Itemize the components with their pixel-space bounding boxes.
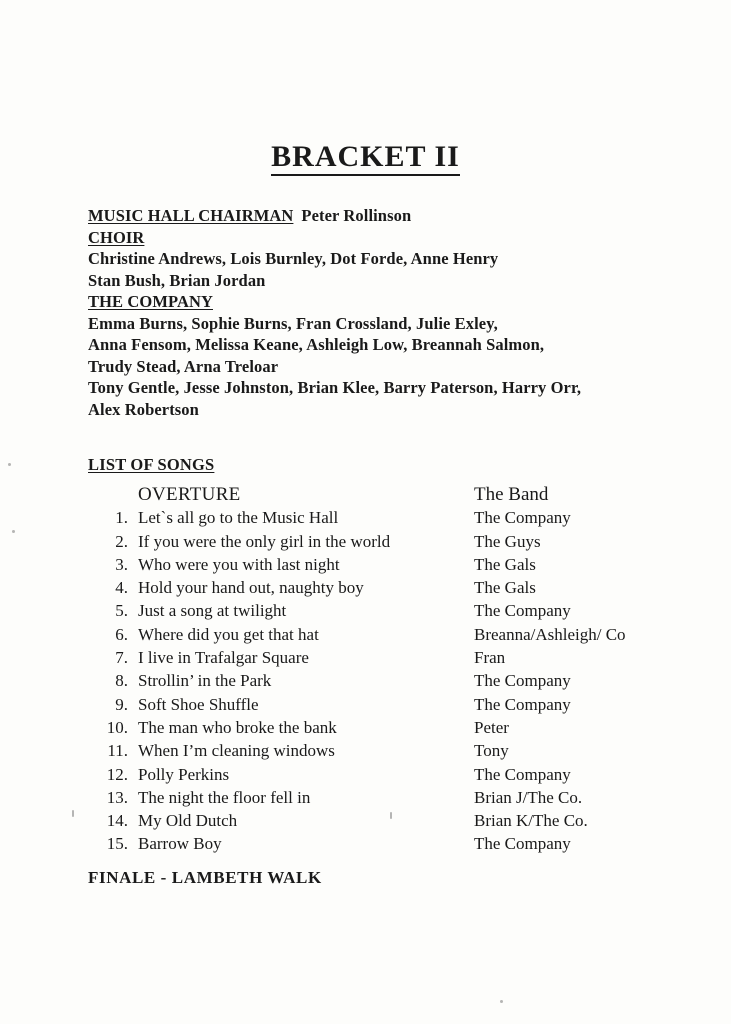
company-line: Tony Gentle, Jesse Johnston, Brian Klee, Barry Paterson, Harry Orr, [88, 378, 582, 397]
song-title: Barrow Boy [138, 834, 222, 854]
song-performer: The Gals [474, 578, 536, 598]
song-row [90, 786, 680, 809]
company-label-row [88, 291, 688, 313]
song-performer: Peter [474, 717, 509, 737]
song-performer: Tony [474, 741, 509, 761]
song-number: 14. [106, 811, 128, 831]
company-label: THE COMPANY [88, 292, 213, 311]
song-row [90, 530, 680, 553]
song-title: When I’m cleaning windows [138, 741, 335, 761]
song-title: Strollin’ in the Park [138, 671, 272, 691]
list-of-songs-heading: LIST OF SONGS [88, 455, 215, 474]
song-title: Just a song at twilight [138, 601, 287, 621]
song-row [90, 763, 680, 786]
song-performer: The Guys [474, 531, 541, 551]
song-title: The night the floor fell in [138, 787, 311, 807]
song-performer: The Company [474, 694, 571, 714]
song-row [90, 809, 680, 832]
song-title: If you were the only girl in the world [138, 531, 391, 551]
song-number: 7. [115, 648, 128, 668]
song-title: Who were you with last night [138, 554, 340, 574]
scan-speck [12, 530, 15, 533]
song-title: Where did you get that hat [138, 624, 319, 644]
song-title: My Old Dutch [138, 811, 238, 831]
song-number: 9. [115, 694, 128, 714]
page-title-text: BRACKET II [271, 140, 460, 176]
choir-label: CHOIR [88, 227, 145, 247]
scan-speck [500, 1000, 503, 1003]
song-number: 4. [115, 578, 128, 598]
song-title: I live in Trafalgar Square [138, 648, 309, 668]
chairman-row [88, 205, 688, 227]
song-performer: The Company [474, 671, 571, 691]
page-title [0, 140, 731, 174]
song-number: 13. [106, 787, 128, 807]
chairman-label: MUSIC HALL CHAIRMAN [88, 206, 294, 225]
song-performer: Fran [474, 648, 506, 668]
song-number: 15. [106, 834, 128, 854]
song-row [90, 646, 680, 669]
song-row [90, 599, 680, 622]
song-number: 5. [115, 601, 128, 621]
song-performer: Breanna/Ashleigh/ Co [474, 624, 626, 644]
song-title: The man who broke the bank [138, 717, 337, 737]
choir-line: Christine Andrews, Lois Burnley, Dot Forde, Anne Henry [88, 249, 499, 268]
chairman-name: Peter Rollinson [301, 206, 412, 225]
song-row [90, 576, 680, 599]
song-performer: The Band [474, 484, 549, 505]
credits-block [88, 205, 688, 420]
song-row [90, 553, 680, 576]
song-row [90, 693, 680, 716]
song-row-overture [90, 483, 680, 506]
scan-speck [8, 463, 11, 466]
song-title: Hold your hand out, naughty boy [138, 578, 364, 598]
song-row [90, 832, 680, 855]
song-row [90, 669, 680, 692]
song-row [90, 739, 680, 762]
song-number: 11. [107, 741, 128, 761]
song-number: 12. [106, 764, 128, 784]
song-row [90, 716, 680, 739]
company-line: Trudy Stead, Arna Treloar [88, 356, 279, 376]
song-number: 1. [115, 508, 128, 528]
song-performer: Brian J/The Co. [474, 787, 583, 807]
song-number: 3. [115, 554, 128, 574]
song-performer: The Company [474, 834, 571, 854]
song-performer: The Company [474, 601, 571, 621]
song-title: Soft Shoe Shuffle [138, 694, 259, 714]
song-number: 2. [115, 531, 128, 551]
song-title: OVERTURE [138, 484, 241, 505]
song-performer: The Company [474, 508, 571, 528]
song-row [90, 623, 680, 646]
song-performer: The Gals [474, 554, 536, 574]
song-row [90, 506, 680, 529]
finale-line: FINALE - LAMBETH WALK [88, 868, 322, 887]
song-title: Let`s all go to the Music Hall [138, 508, 339, 528]
song-number: 8. [115, 671, 128, 691]
company-line: Emma Burns, Sophie Burns, Fran Crossland, Julie Exley, [88, 313, 498, 333]
scan-speck [72, 810, 74, 817]
song-performer: The Company [474, 764, 571, 784]
song-performer: Brian K/The Co. [474, 811, 588, 831]
song-number: 6. [115, 624, 128, 644]
choir-label-row [88, 227, 688, 249]
song-number: 10. [106, 717, 128, 737]
song-title: Polly Perkins [138, 764, 230, 784]
company-line: Anna Fensom, Melissa Keane, Ashleigh Low, Breannah Salmon, [88, 335, 545, 354]
song-list [90, 483, 680, 856]
choir-line: Stan Bush, Brian Jordan [88, 270, 266, 290]
company-line: Alex Robertson [88, 399, 199, 419]
